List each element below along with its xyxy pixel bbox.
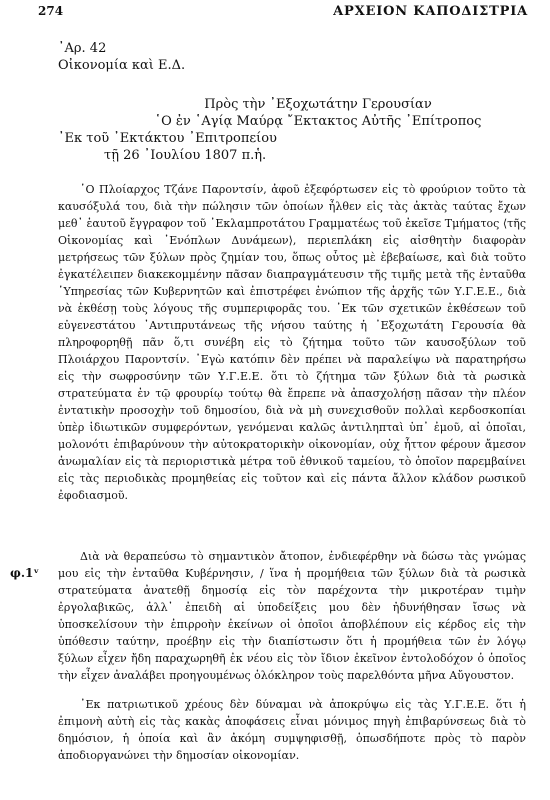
document-number: ᾿Αρ. 42	[58, 41, 107, 56]
running-title: ΑΡΧΕΙΟΝ ΚΑΠΟΔΙΣΤΡΙΑ	[333, 4, 528, 19]
sender-date: τῇ 26 ᾿Ιουλίου 1807 π.ἡ.	[104, 148, 267, 163]
document-reference	[58, 40, 185, 74]
paragraph-text: ῾Ο Πλοίαρχος Τζάνε Παροντσίν, ἀφοῦ ἐξεφόρτωσεν εἰς τὸ φρούριον τοῦτο τὰ καυσόξυλά του, διὰ τὴν πώλησιν τῶν ὁποίων ἦλθεν εἰς τὰς ἀκτὰς ταύτας ἔχων μεθ᾿ ἑαυτοῦ ἔγγραφον τοῦ ᾿Εκλαμπροτάτου Γραμματέως τοῦ ἐκεῖσε Τμήματος ⟨τῆς Οἰκονομίας καὶ ᾿Ενόπλων Δυνάμεων⟩, περιεπλάκη εἰς αἰσθητὴν διαφορὰν μετρήσεως τῶν ξύλων πρὸς ζημίαν του, ὅπως οὗτος μὲ ἐβεβαίωσε, καὶ διὰ τοῦτο ἐγκατέλειπεν διακεκομμένην πᾶσαν διαπραγμάτευσιν τῆς τιμῆς μετὰ τῆς ἐνταῦθα ῾Υπηρεσίας τῶν Κυβερνητῶν καὶ ἐπιστρέφει ἐνώπιον τῆς ἀρχῆς τῶν Υ.Γ.Ε.Ε., διὰ νὰ ἐκθέσῃ τοὺς λόγους τῆς συμπεριφορᾶς του. ᾿Εκ τῶν σχετικῶν ἐκθέσεων τοῦ εὐγενεστάτου ᾿Αντιπρυτάνεως τῆς νήσου ταύτης ἡ ᾿Εξοχωτάτη Γερουσία θὰ πληροφορηθῇ πᾶν ὅ,τι συνέβη εἰς τὸ ζήτημα τοῦτο τῶν καυσοξύλων τοῦ Πλοιάρχου Παροντσίν. ᾿Εγὼ κατόπιν δὲν πρέπει νὰ παραλείψω νὰ παρατηρήσω εἰς τὴν σωφροσύνην τῶν Υ.Γ.Ε.Ε. ὅτι τὸ ζήτημα τῶν ξύλων διὰ τὰ ρωσικὰ στρατεύματα ἐν τῷ φρουρίῳ τούτῳ θὰ ἔπρεπε νὰ ἀπασχολήσῃ πᾶσαν τὴν πλέον ἐντατικὴν προσοχὴν τοῦ δημοσίου, διὰ νὰ μὴ συνεχισθοῦν πολλαὶ κερδοσκοπίαι ὑπὲρ ἰδιωτικῶν συμφερόντων, γενόμεναι καλῶς ἀντιληπταὶ ὑπ᾿ ἐμοῦ, αἱ ὁποῖαι, μολονότι ἐπιβαρύνουν τὴν αὐτοκρατορικὴν οἰκονομίαν, οὐχ ἧττον φέρουν ἄμεσον ἀνωμαλίαν εἰς τὰ περιοριστικὰ μέτρα τοῦ ἐθνικοῦ ταμείου, τὸ ὁποῖον παρεμβαίνει εἰς τὰς περιοδικὰς προμηθείας εἰς τοῦτον καὶ εἰς πάντα ἄλλον κλάδον ρωσικοῦ ἐφοδιασμοῦ.	[58, 183, 526, 502]
page-header	[38, 4, 528, 26]
body-paragraph-1	[58, 181, 526, 504]
folio-margin-note: φ.1ᵛ	[10, 566, 40, 580]
document-subject: Οἰκονομία καὶ Ε.Δ.	[58, 58, 186, 73]
recipient-address	[128, 96, 508, 130]
address-line-1: Πρὸς τὴν ᾿Εξοχωτάτην Γερουσίαν	[204, 97, 432, 112]
body-paragraph-3	[58, 696, 526, 764]
body-paragraph-2	[58, 548, 526, 684]
page-number: 274	[38, 4, 64, 18]
address-line-2: ῾Ο ἐν ῾Αγίᾳ Μαύρᾳ ῎Εκτακτος Αὐτῆς ᾿Επίτροπος	[154, 114, 482, 129]
paragraph-text: ᾿Εκ πατριωτικοῦ χρέους δὲν δύναμαι νὰ ἀποκρύψω εἰς τὰς Υ.Γ.Ε.Ε. ὅτι ἡ ἐπιμονὴ αὐτὴ εἰς τὰς κακὰς ἀποφάσεις εἶναι μόνιμος πηγὴ ἐπιβαρύνσεως διὰ τὸ δημόσιον, ἡ ὁποία καὶ ἂν ἀκόμη συμψηφισθῇ, ὁπωσδήποτε πρὸς τὸ παρὸν ἀποδιοργανώνει τὴν δημοσίαν οἰκονομίαν.	[58, 698, 526, 762]
sender-line-1: ᾿Εκ τοῦ ᾿Εκτάκτου ᾿Επιτροπείου	[58, 131, 277, 146]
paragraph-text: Διὰ νὰ θεραπεύσω τὸ σημαντικὸν ἄτοπον, ἐνδιεφέρθην νὰ δώσω τὰς γνώμας μου εἰς τὴν ἐνταῦθα Κυβέρνησιν, / ἵνα ἡ προμήθεια τῶν ξύλων διὰ τὰ ρωσικὰ στρατεύματα ἀνατεθῇ δημοσίᾳ εἰς τὸν παρέχοντα τὴν μικροτέραν τιμὴν ἐργολαβικῶς, ἀλλ᾿ ἐπειδὴ αἱ ὑποδείξεις μου δὲν ἠδυνήθησαν ἴσως νὰ ὑποσκελίσουν τὴν ἐπιρροὴν ἐκείνων οἱ ὁποῖοι ἀποβλέπουν εἰς κέρδος εἰς τὴν ὑπόθεσιν ταύτην, προέβην εἰς τὴν διαπίστωσιν ὅτι ἡ προμήθεια τῶν ἐν λόγῳ ξύλων εἶχεν ἤδη παραχωρηθῆ ἐκ νέου εἰς τὸν ἴδιον ἐκεῖνον ἐντολοδόχον ὁ ὁποῖος τὴν εἶχεν ἀναλάβει προηγουμένως ὁλόκληρον τοὺς παρελθόντα μῆνα Αὔγουστον.	[58, 550, 526, 682]
sender-block	[58, 130, 277, 164]
